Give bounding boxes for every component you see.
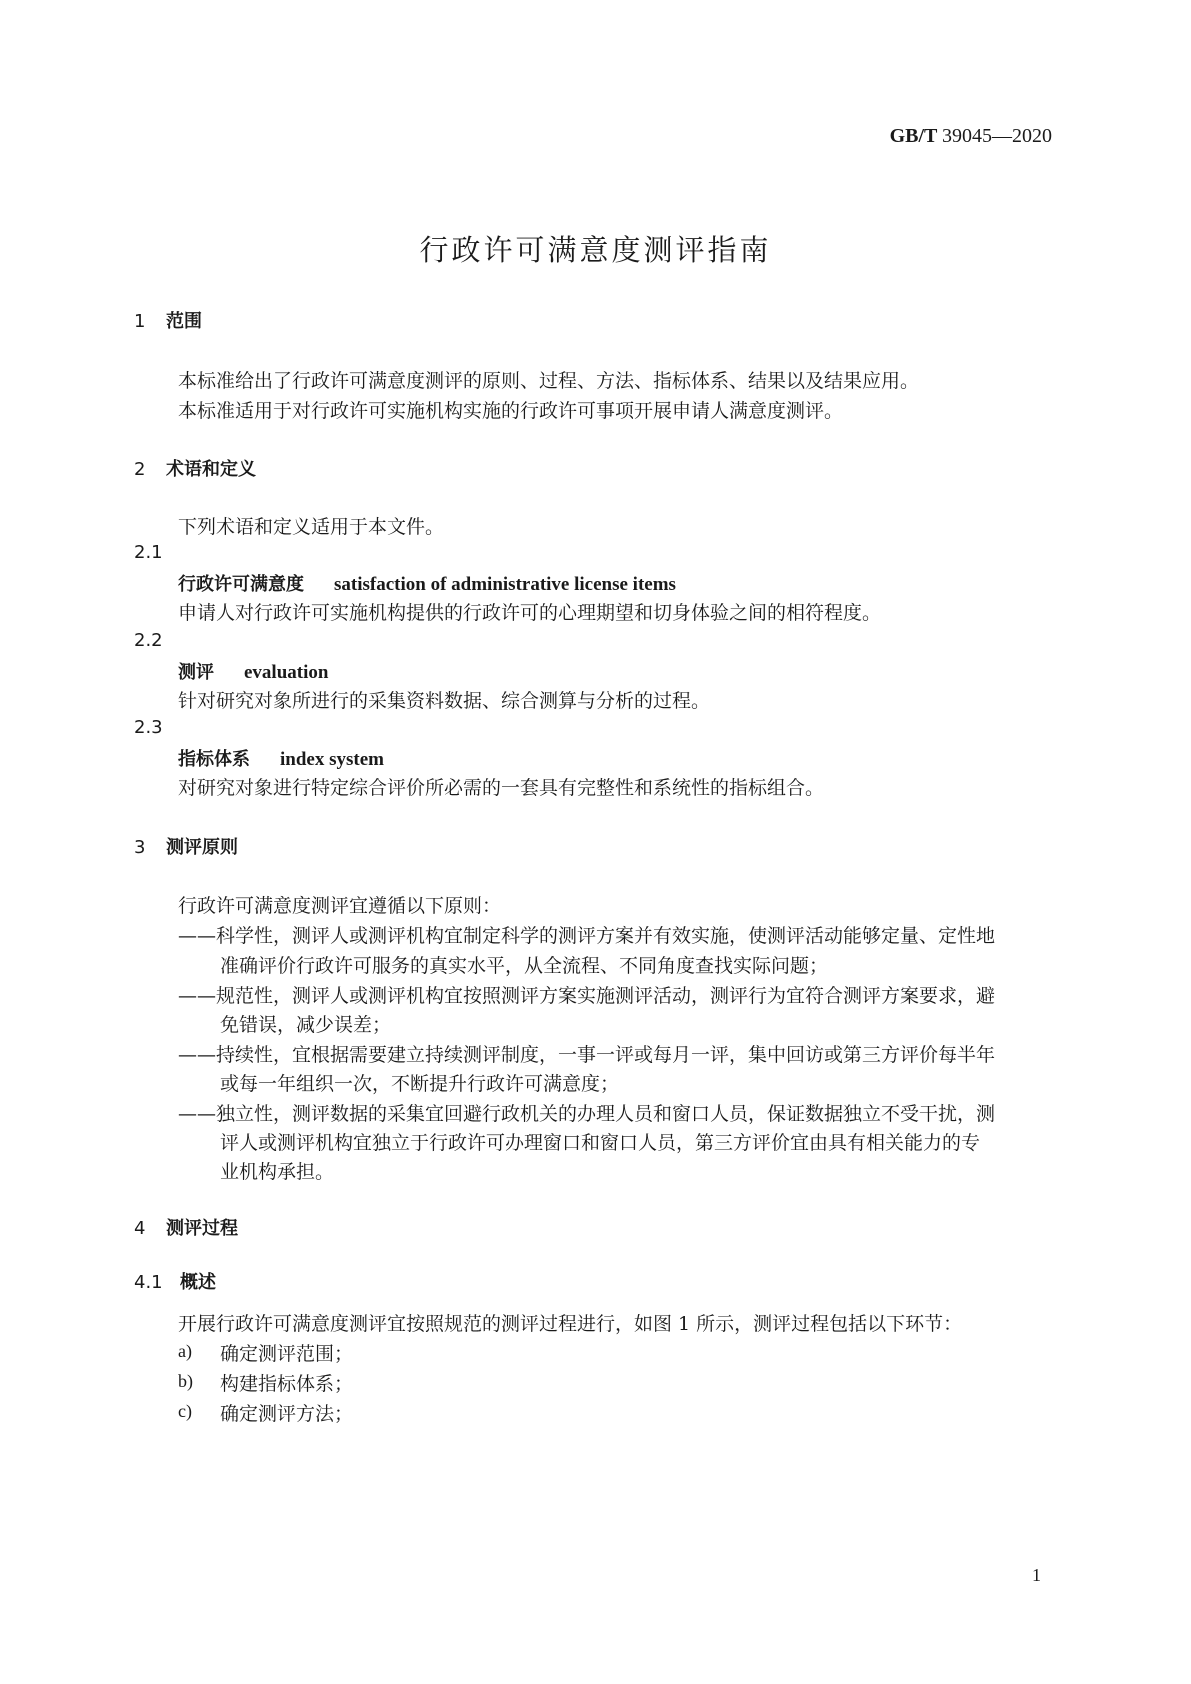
list-item-text: 确定测评范围； bbox=[220, 1343, 354, 1365]
document-title: 行政许可满意度测评指南 bbox=[419, 233, 772, 267]
paragraph: 本标准适用于对行政许可实施机构实施的行政许可事项开展申请人满意度测评。 bbox=[178, 400, 844, 422]
term-entry bbox=[178, 658, 328, 684]
clause-number: 2.1 bbox=[134, 542, 163, 563]
standard-year: 39045—2020 bbox=[942, 125, 1052, 147]
paragraph: 开展行政许可满意度测评宜按照规范的测评过程进行，如图 1 所示，测评过程包括以下环节： bbox=[178, 1313, 963, 1335]
list-label: b) bbox=[178, 1371, 193, 1391]
page-number: 1 bbox=[1032, 1565, 1041, 1585]
paragraph: 本标准给出了行政许可满意度测评的原则、过程、方法、指标体系、结果以及结果应用。 bbox=[178, 370, 920, 392]
dash-marker: —— bbox=[178, 925, 216, 947]
list-item bbox=[178, 1099, 995, 1126]
section-number: 4.1 bbox=[134, 1272, 163, 1293]
list-item-text: 独立性，测评数据的采集宜回避行政机关的办理人员和窗口人员，保证数据独立不受干扰，测 bbox=[216, 1103, 996, 1125]
list-label: c) bbox=[178, 1401, 192, 1421]
term-entry bbox=[178, 570, 676, 596]
list-item-text: 确定测评方法； bbox=[220, 1403, 354, 1425]
paragraph: 下列术语和定义适用于本文件。 bbox=[178, 516, 445, 538]
list-item-text: 规范性，测评人或测评机构宜按照测评方案实施测评活动，测评行为宜符合测评方案要求，避 bbox=[216, 985, 996, 1007]
term-en: index system bbox=[280, 749, 384, 770]
term-zh: 行政许可满意度 bbox=[178, 574, 304, 595]
list-item-text: 持续性，宜根据需要建立持续测评制度，一事一评或每月一评，集中回访或第三方评价每半年 bbox=[216, 1044, 996, 1066]
paragraph: 行政许可满意度测评宜遵循以下原则： bbox=[178, 895, 502, 917]
section-title: 概述 bbox=[180, 1272, 216, 1293]
term-definition: 针对研究对象所进行的采集资料数据、综合测算与分析的过程。 bbox=[178, 690, 711, 712]
term-en: satisfaction of administrative license items bbox=[334, 574, 676, 595]
list-item-continuation: 或每一年组织一次，不断提升行政许可满意度； bbox=[220, 1073, 620, 1095]
list-item-continuation: 业机构承担。 bbox=[220, 1161, 335, 1183]
list-item-continuation: 评人或测评机构宜独立于行政许可办理窗口和窗口人员，第三方评价宜由具有相关能力的专 bbox=[220, 1132, 981, 1154]
section-4-heading bbox=[134, 1214, 238, 1240]
list-item-text: 科学性，测评人或测评机构宜制定科学的测评方案并有效实施，使测评活动能够定量、定性地 bbox=[216, 925, 996, 947]
section-3-heading bbox=[134, 833, 238, 859]
term-definition: 申请人对行政许可实施机构提供的行政许可的心理期望和切身体验之间的相符程度。 bbox=[178, 602, 882, 624]
dash-marker: —— bbox=[178, 985, 216, 1007]
term-entry bbox=[178, 745, 384, 771]
list-item bbox=[178, 981, 995, 1008]
section-number: 2 bbox=[134, 459, 146, 480]
section-title: 范围 bbox=[166, 311, 202, 332]
section-number: 3 bbox=[134, 837, 146, 858]
list-item-continuation: 准确评价行政许可服务的真实水平，从全流程、不同角度查找实际问题； bbox=[220, 955, 829, 977]
term-zh: 测评 bbox=[178, 662, 214, 683]
term-definition: 对研究对象进行特定综合评价所必需的一套具有完整性和系统性的指标组合。 bbox=[178, 777, 825, 799]
list-item bbox=[178, 921, 995, 948]
clause-number: 2.3 bbox=[134, 717, 163, 738]
clause-number: 2.2 bbox=[134, 630, 163, 651]
list-label: a) bbox=[178, 1341, 192, 1361]
term-en: evaluation bbox=[244, 662, 329, 683]
section-number: 1 bbox=[134, 311, 146, 332]
list-item-continuation: 免错误，减少误差； bbox=[220, 1014, 392, 1036]
section-number: 4 bbox=[134, 1218, 146, 1239]
dash-marker: —— bbox=[178, 1103, 216, 1125]
dash-marker: —— bbox=[178, 1044, 216, 1066]
section-title: 术语和定义 bbox=[166, 459, 256, 480]
section-2-heading bbox=[134, 455, 256, 481]
list-item-text: 构建指标体系； bbox=[220, 1373, 354, 1395]
standard-number bbox=[890, 125, 1052, 148]
standard-code: GB/T bbox=[889, 125, 937, 147]
section-1-heading bbox=[134, 307, 202, 333]
section-title: 测评过程 bbox=[166, 1218, 238, 1239]
subsection-4-1-heading bbox=[134, 1268, 216, 1294]
section-title: 测评原则 bbox=[166, 837, 238, 858]
list-item bbox=[178, 1040, 995, 1067]
term-zh: 指标体系 bbox=[178, 749, 250, 770]
